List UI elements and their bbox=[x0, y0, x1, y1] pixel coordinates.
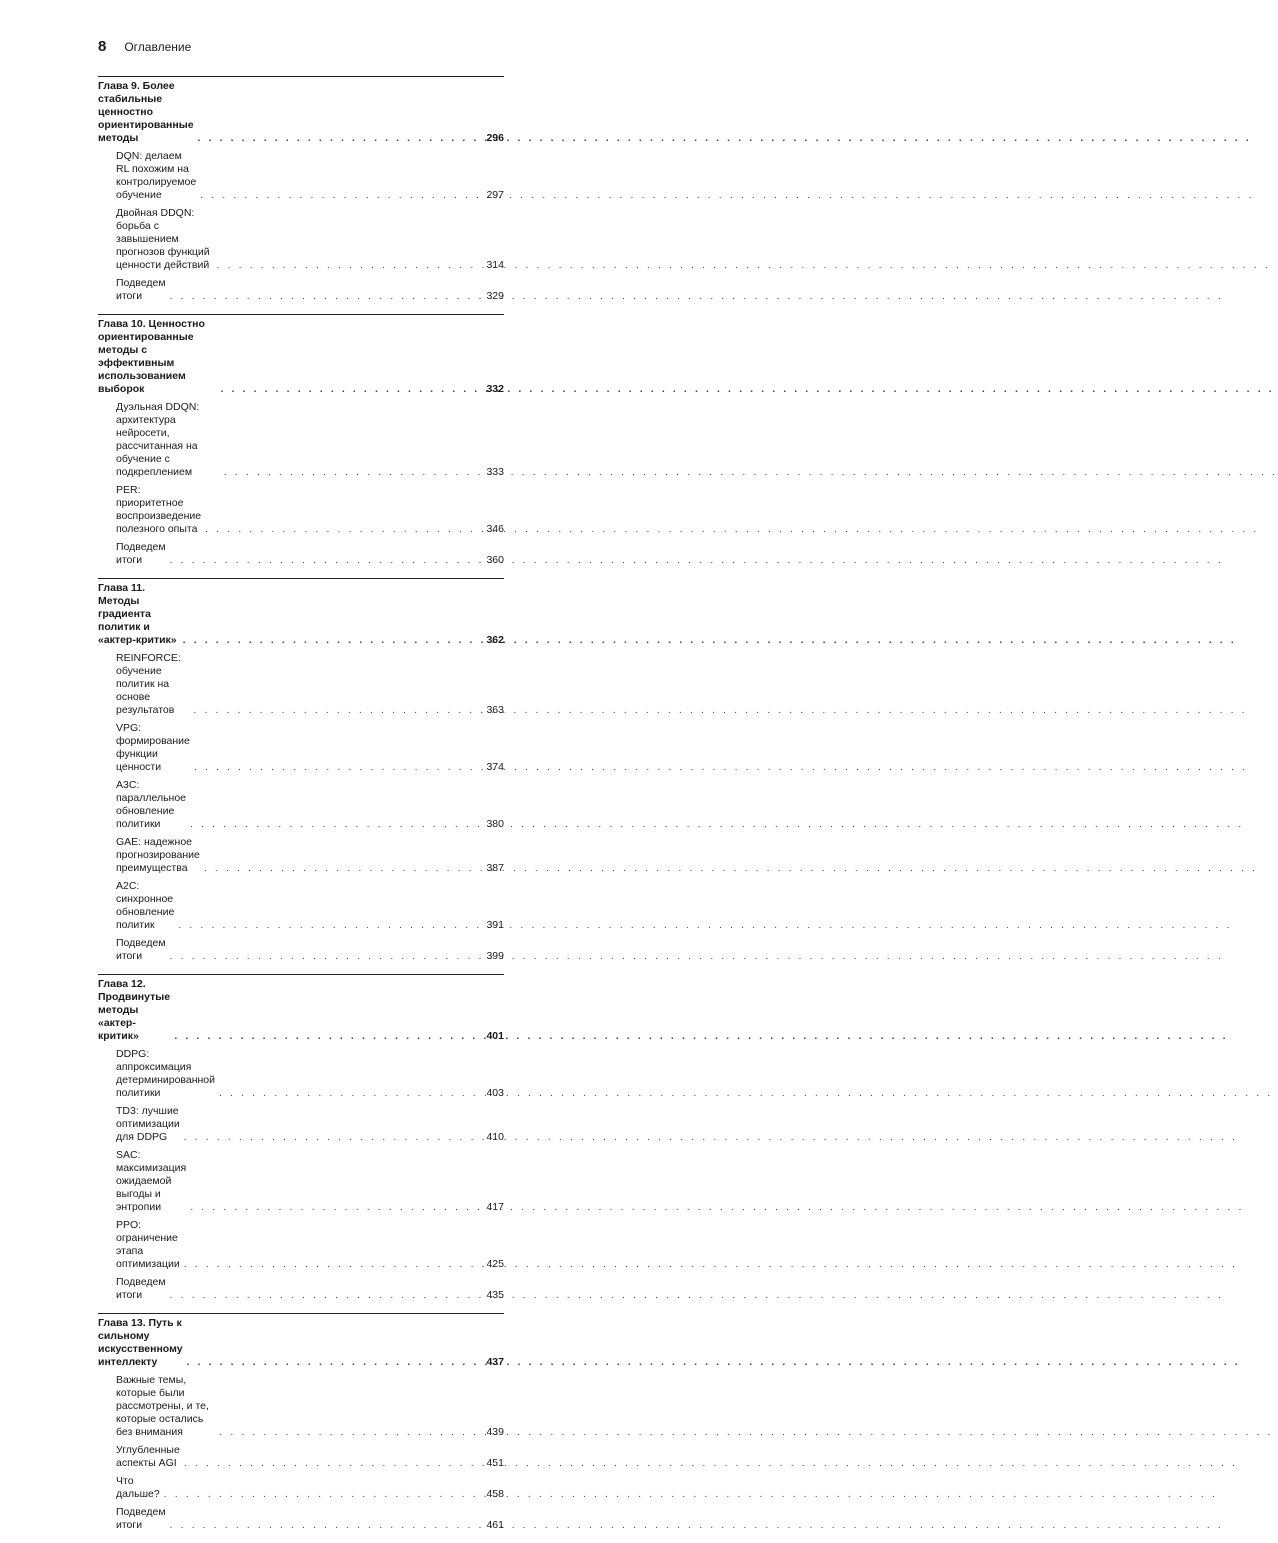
section-entry[interactable] bbox=[98, 1506, 504, 1532]
section-entry[interactable] bbox=[98, 150, 504, 202]
chapter-title: Глава 10. Ценностно ориентированные методы с эффективным использованием выборок bbox=[98, 318, 205, 395]
leader-dots bbox=[224, 466, 483, 479]
section-page: 387 bbox=[486, 862, 504, 874]
section-entry[interactable] bbox=[98, 1149, 504, 1214]
section-page: 374 bbox=[486, 761, 504, 773]
section-page: 346 bbox=[486, 523, 504, 535]
section-page: 439 bbox=[486, 1426, 504, 1438]
chapter-title: Глава 13. Путь к сильному искусственному интеллекту bbox=[98, 1317, 183, 1368]
section-title: Углубленные аспекты AGI bbox=[116, 1444, 180, 1469]
leader-dots bbox=[204, 862, 483, 875]
chapter-title: Глава 12. Продвинутые методы «актер-критик» bbox=[98, 978, 171, 1042]
section-entry[interactable] bbox=[98, 722, 504, 774]
chapter-entry[interactable] bbox=[98, 1317, 504, 1369]
section-page: 391 bbox=[486, 919, 504, 931]
chapter-page: 362 bbox=[486, 634, 504, 646]
section-entry[interactable] bbox=[98, 1374, 504, 1439]
section-entry[interactable] bbox=[98, 937, 504, 963]
section-title: A3C: параллельное обновление политики bbox=[116, 779, 187, 830]
leader-dots bbox=[219, 1087, 482, 1100]
section-entry[interactable] bbox=[98, 880, 504, 932]
leader-dots bbox=[183, 634, 483, 647]
running-title: Оглавление bbox=[124, 40, 192, 54]
section-page: 461 bbox=[486, 1519, 504, 1531]
leader-dots bbox=[200, 189, 482, 202]
leader-dots bbox=[187, 1356, 483, 1369]
chapter-page: 296 bbox=[486, 132, 504, 144]
section-title: Подведем итоги bbox=[116, 1276, 166, 1301]
table-of-contents bbox=[98, 76, 504, 1543]
section-page: 399 bbox=[486, 950, 504, 962]
section-page: 380 bbox=[486, 818, 504, 830]
section-title: DQN: делаем RL похожим на контролируемое обучение bbox=[116, 150, 197, 201]
section-entry[interactable] bbox=[98, 541, 504, 567]
section-entry[interactable] bbox=[98, 836, 504, 875]
leader-dots bbox=[184, 1131, 483, 1144]
section-title: GAE: надежное прогнозирование преимущества bbox=[116, 836, 200, 874]
chapter-block bbox=[98, 314, 504, 567]
section-entry[interactable] bbox=[98, 1444, 504, 1470]
section-page: 451 bbox=[486, 1457, 504, 1469]
chapter-title: Глава 9. Более стабильные ценностно ориентированные методы bbox=[98, 80, 194, 144]
leader-dots bbox=[170, 1289, 483, 1302]
section-entry[interactable] bbox=[98, 1475, 504, 1501]
section-page: 314 bbox=[486, 259, 504, 271]
leader-dots bbox=[220, 383, 482, 396]
section-title: Подведем итоги bbox=[116, 937, 166, 962]
section-entry[interactable] bbox=[98, 779, 504, 831]
section-title: DDPG: аппроксимация детерминированной политики bbox=[116, 1048, 216, 1099]
section-title: VPG: формирование функции ценности bbox=[116, 722, 190, 773]
section-entry[interactable] bbox=[98, 1105, 504, 1144]
section-page: 435 bbox=[486, 1289, 504, 1301]
section-entry[interactable] bbox=[98, 1219, 504, 1271]
chapter-block bbox=[98, 578, 504, 963]
chapter-title: Глава 11. Методы градиента политик и «актер-критик» bbox=[98, 582, 177, 646]
section-entry[interactable] bbox=[98, 484, 504, 536]
leader-dots bbox=[198, 132, 483, 145]
leader-dots bbox=[190, 1201, 482, 1214]
section-title: REINFORCE: обучение политик на основе результатов bbox=[116, 652, 181, 716]
chapter-page: 437 bbox=[486, 1356, 504, 1368]
leader-dots bbox=[219, 1426, 482, 1439]
leader-dots bbox=[205, 523, 482, 536]
section-page: 297 bbox=[486, 189, 504, 201]
section-page: 333 bbox=[486, 466, 504, 478]
page-number: 8 bbox=[98, 38, 107, 55]
leader-dots bbox=[170, 290, 483, 303]
section-title: SAC: максимизация ожидаемой выгоды и энтропии bbox=[116, 1149, 187, 1213]
leader-dots bbox=[217, 259, 483, 272]
chapter-block bbox=[98, 1313, 504, 1532]
section-title: Подведем итоги bbox=[116, 541, 166, 566]
section-entry[interactable] bbox=[98, 401, 504, 479]
chapter-page: 332 bbox=[486, 383, 504, 395]
section-title: PER: приоритетное воспроизведение полезного опыта bbox=[116, 484, 202, 535]
section-page: 425 bbox=[486, 1258, 504, 1270]
chapter-entry[interactable] bbox=[98, 582, 504, 647]
section-title: TD3: лучшие оптимизации для DDPG bbox=[116, 1105, 180, 1143]
section-title: PPO: ограничение этапа оптимизации bbox=[116, 1219, 180, 1270]
chapter-entry[interactable] bbox=[98, 318, 504, 396]
leader-dots bbox=[194, 761, 483, 774]
section-title: A2C: синхронное обновление политик bbox=[116, 880, 175, 931]
section-title: Двойная DDQN: борьба с завышением прогнозов функций ценности действий bbox=[116, 207, 210, 271]
section-page: 410 bbox=[486, 1131, 504, 1143]
section-title: Важные темы, которые были рассмотрены, и те, которые остались без внимания bbox=[116, 1374, 209, 1438]
section-entry[interactable] bbox=[98, 1048, 504, 1100]
chapter-entry[interactable] bbox=[98, 978, 504, 1043]
section-page: 363 bbox=[486, 704, 504, 716]
leader-dots bbox=[178, 919, 482, 932]
leader-dots bbox=[164, 1488, 483, 1501]
section-title: Подведем итоги bbox=[116, 277, 166, 302]
section-title: Что дальше? bbox=[116, 1475, 160, 1500]
section-page: 417 bbox=[486, 1201, 504, 1213]
page-header bbox=[98, 38, 191, 55]
leader-dots bbox=[174, 1030, 482, 1043]
section-entry[interactable] bbox=[98, 652, 504, 717]
leader-dots bbox=[184, 1258, 483, 1271]
section-page: 329 bbox=[486, 290, 504, 302]
section-page: 458 bbox=[486, 1488, 504, 1500]
section-entry[interactable] bbox=[98, 1276, 504, 1302]
section-title: Подведем итоги bbox=[116, 1506, 166, 1531]
chapter-block bbox=[98, 974, 504, 1302]
section-entry[interactable] bbox=[98, 207, 504, 272]
leader-dots bbox=[190, 818, 482, 831]
chapter-block bbox=[98, 76, 504, 303]
leader-dots bbox=[193, 704, 482, 717]
section-page: 403 bbox=[486, 1087, 504, 1099]
leader-dots bbox=[170, 1519, 483, 1532]
section-title: Дуэльная DDQN: архитектура нейросети, рассчитанная на обучение с подкреплением bbox=[116, 401, 200, 478]
leader-dots bbox=[184, 1457, 483, 1470]
chapter-entry[interactable] bbox=[98, 80, 504, 145]
chapter-page: 401 bbox=[486, 1030, 504, 1042]
section-page: 360 bbox=[486, 554, 504, 566]
leader-dots bbox=[170, 950, 483, 963]
leader-dots bbox=[170, 554, 483, 567]
section-entry[interactable] bbox=[98, 277, 504, 303]
